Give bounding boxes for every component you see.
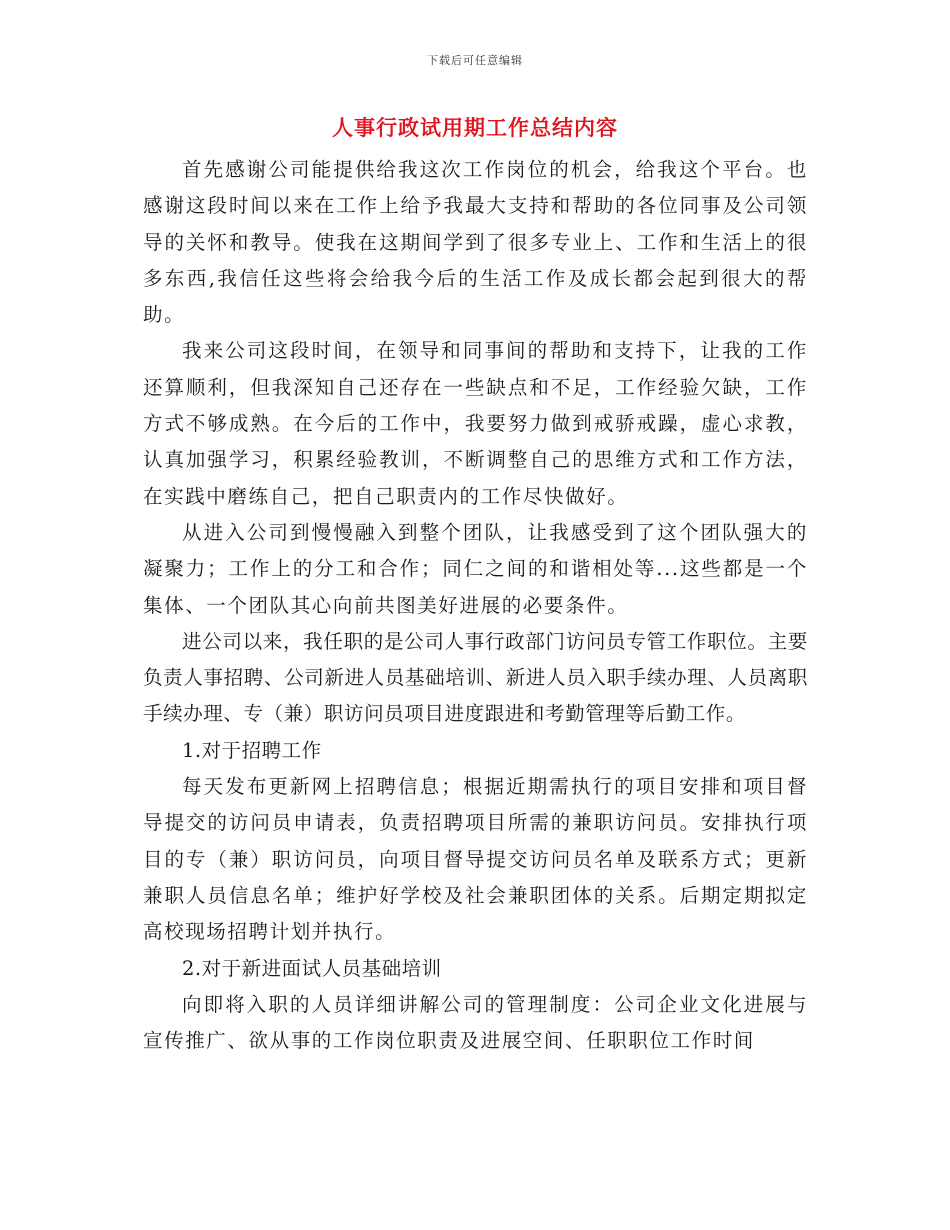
paragraph-gratitude: 首先感谢公司能提供给我这次工作岗位的机会，给我这个平台。也感谢这段时间以来在工作上给予我最大支持和帮助的各位同事及公司领导的关怀和教导。使我在这期间学到了很多专业上、工作和生活上的很多东西,我信任这些将会给我今后的生活工作及成长都会起到很大的帮助。 <box>143 158 808 327</box>
header-note: 下载后可任意编辑 <box>427 54 523 67</box>
paragraph-training: 向即将入职的人员详细讲解公司的管理制度：公司企业文化进展与宣传推广、欲从事的工作岗位职责及进展空间、任职职位工作时间 <box>143 992 808 1053</box>
paragraph-self-assessment: 我来公司这段时间，在领导和同事间的帮助和支持下，让我的工作还算顺利，但我深知自己还存在一些缺点和不足，工作经验欠缺，工作方式不够成熟。在今后的工作中，我要努力做到戒骄戒躁，虚心求教，认真加强学习，积累经验教训，不断调整自己的思维方式和工作方法，在实践中磨练自己，把自己职责内的工作尽快做好。 <box>143 339 808 508</box>
document-body <box>143 152 808 1059</box>
paragraph-job-role: 进公司以来，我任职的是公司人事行政部门访问员专管工作职位。主要负责人事招聘、公司新进人员基础培训、新进人员入职手续办理、人员离职手续办理、专（兼）职访问员项目进度跟进和考勤管理等后勤工作。 <box>143 629 808 726</box>
section-heading-recruitment: 1.对于招聘工作 <box>182 738 322 762</box>
section-heading-training: 2.对于新进面试人员基础培训 <box>182 956 442 980</box>
document-title: 人事行政试用期工作总结内容 <box>332 115 618 140</box>
paragraph-team: 从进入公司到慢慢融入到整个团队，让我感受到了这个团队强大的凝聚力；工作上的分工和合作；同仁之间的和谐相处等...这些都是一个集体、一个团队其心向前共图美好进展的必要条件。 <box>143 520 808 617</box>
paragraph-recruitment: 每天发布更新网上招聘信息；根据近期需执行的项目安排和项目督导提交的访问员申请表，负责招聘项目所需的兼职访问员。安排执行项目的专（兼）职访问员，向项目督导提交访问员名单及联系方式；更新兼职人员信息名单；维护好学校及社会兼职团体的关系。后期定期拟定高校现场招聘计划并执行。 <box>143 775 808 944</box>
